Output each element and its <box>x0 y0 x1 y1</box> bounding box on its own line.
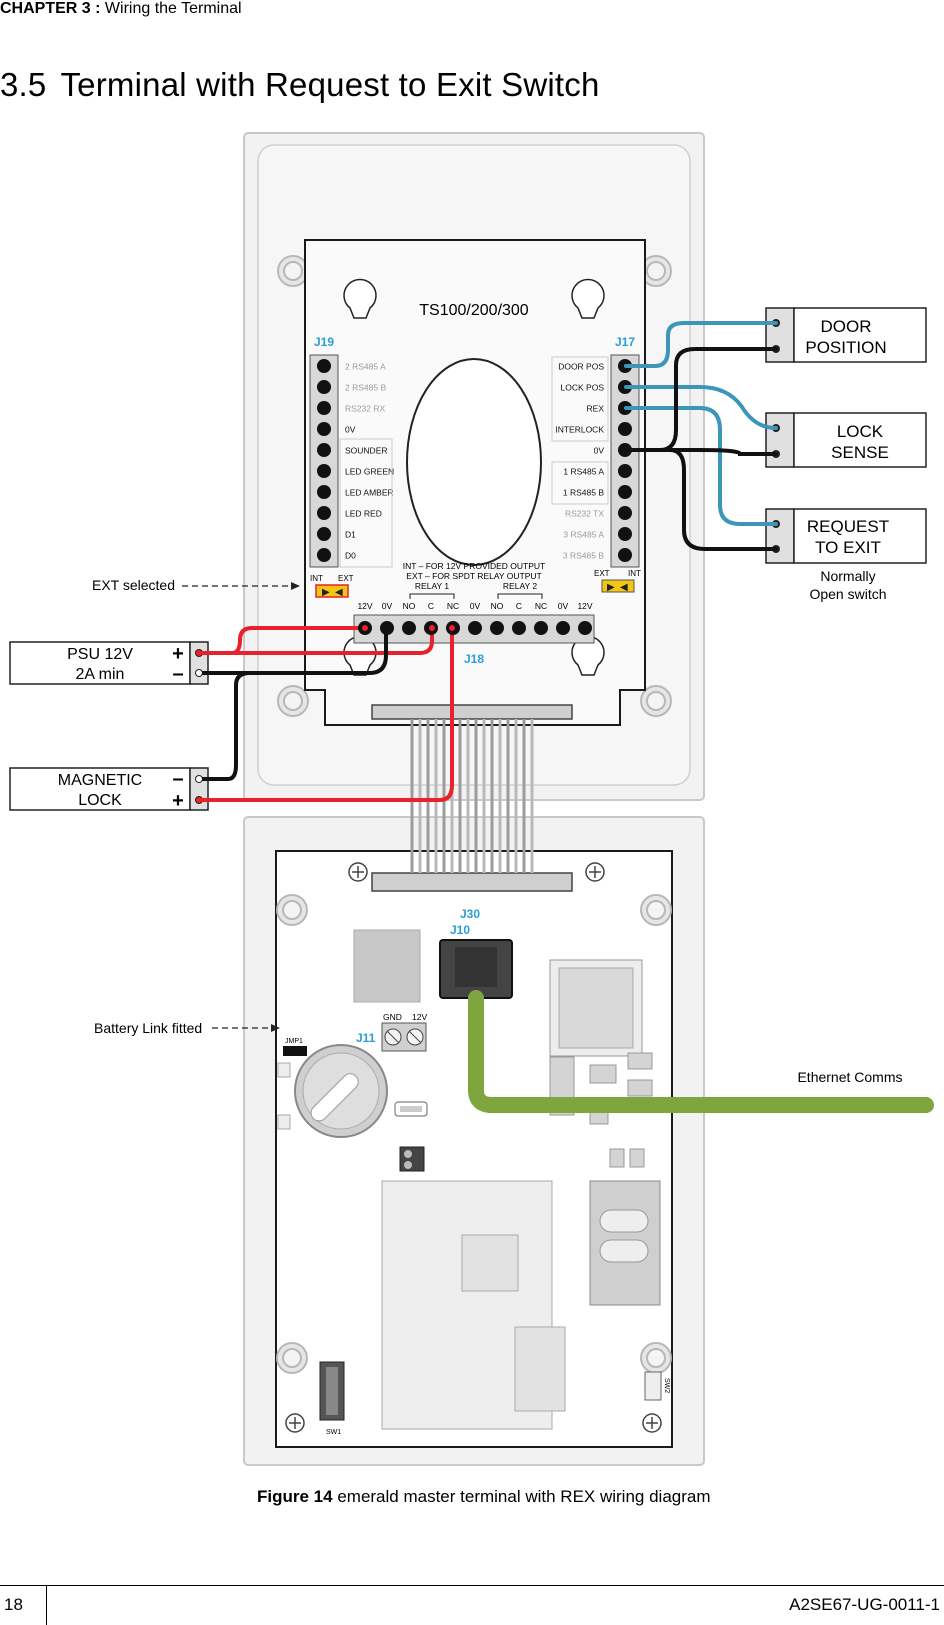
j19-pin-label: LED AMBER <box>345 487 394 498</box>
psu-label-2: 2A min <box>75 666 125 683</box>
j19-pin-label: 2 RS485 A <box>345 361 386 372</box>
j19-pin-label: D0 <box>345 550 356 561</box>
door-position-label-1: DOOR <box>820 317 872 336</box>
battery-link-jumper <box>283 1046 307 1056</box>
section-title: Terminal with Request to Exit Switch <box>60 66 600 103</box>
section-number: 3.5 <box>0 66 47 103</box>
svg-text:▶: ▶ <box>322 587 330 598</box>
j19-pin-label: 0V <box>345 424 356 435</box>
normally-open-label-2: Open switch <box>809 586 887 602</box>
j11-12v-label: 12V <box>412 1012 428 1022</box>
psu-plus: + <box>172 643 184 665</box>
j17-pin-label: RS232 TX <box>564 508 604 519</box>
figure-number: Figure 14 <box>257 1487 333 1506</box>
j17-pin <box>618 527 632 541</box>
j18-pin-label: 0V <box>469 601 481 611</box>
footer-rule <box>0 1585 944 1586</box>
j19-pin-label: 2 RS485 B <box>345 382 387 393</box>
j18-pin-label: 0V <box>557 601 569 611</box>
chapter-title: Wiring the Terminal <box>104 0 242 17</box>
j17-pin-label: 1 RS485 B <box>562 487 604 498</box>
battery-link-label: Battery Link fitted <box>94 1020 203 1036</box>
chapter-prefix: CHAPTER 3 : <box>0 0 101 17</box>
j19-pin <box>317 485 331 499</box>
j18-pin-label: NC <box>534 601 548 611</box>
svg-text:◀: ◀ <box>335 587 343 598</box>
relay-note-2: EXT – FOR SPDT RELAY OUTPUT <box>406 571 542 581</box>
j11-label: J11 <box>356 1031 376 1045</box>
normally-open-label-1: Normally <box>820 568 876 584</box>
j17-pin <box>618 548 632 562</box>
j17-pin-label: LOCK POS <box>560 382 604 393</box>
psu-label-1: PSU 12V <box>67 646 133 663</box>
j17-pin <box>618 506 632 520</box>
mag-lock-plus: + <box>172 790 184 812</box>
j19-pin-label: RS232 RX <box>345 403 386 414</box>
j18-pin-label: NO <box>402 601 416 611</box>
j19-pin <box>317 527 331 541</box>
j19-pin <box>317 548 331 562</box>
door-position-device <box>766 308 926 362</box>
j19-pin-label: LED GREEN <box>345 466 395 477</box>
jumper-left <box>316 585 348 597</box>
relay2-label: RELAY 2 <box>502 581 538 591</box>
psu-device <box>10 642 208 685</box>
svg-text:▶: ▶ <box>607 582 615 593</box>
j17-pin <box>618 464 632 478</box>
j18-pin-label: C <box>515 601 523 611</box>
relay1-label: RELAY 1 <box>414 581 450 591</box>
figure-caption <box>257 1487 711 1507</box>
model-label: TS100/200/300 <box>419 302 529 319</box>
mag-lock-minus: – <box>172 768 184 790</box>
sw1-label: SW1 <box>326 1429 342 1436</box>
figure-caption-text: emerald master terminal with REX wiring diagram <box>337 1487 711 1506</box>
j17-pin-label: INTERLOCK <box>555 424 604 435</box>
j17-pin <box>618 485 632 499</box>
j17-label: J17 <box>615 335 636 349</box>
rex-label-1: REQUEST <box>806 517 890 536</box>
j10-label: J10 <box>449 923 471 937</box>
j18-pin <box>402 621 416 635</box>
jumper-left-ext: EXT <box>338 574 354 583</box>
ethernet-label: Ethernet Comms <box>797 1069 903 1085</box>
j19-pin <box>317 422 331 436</box>
psu-minus: – <box>172 663 184 685</box>
j17-pin-label: 0V <box>593 445 604 456</box>
j19-pin-label: SOUNDER <box>345 445 388 456</box>
lock-sense-label-1: LOCK <box>836 422 884 441</box>
sw2-label: SW2 <box>663 1378 670 1394</box>
j17-pin-label: REX <box>586 403 604 414</box>
j18-pin <box>534 621 548 635</box>
j19-pin <box>317 359 331 373</box>
j18-pin <box>380 621 394 635</box>
top-enclosure <box>244 133 704 800</box>
door-position-label-2: POSITION <box>805 338 887 357</box>
j19-pin-label: LED RED <box>345 508 382 519</box>
bottom-enclosure <box>244 817 704 1465</box>
section-heading <box>0 66 600 104</box>
j18-pin-label: 12V <box>577 601 593 611</box>
j19-pin <box>317 380 331 394</box>
jumper-right-int: INT <box>628 569 641 578</box>
j19-pin-label: D1 <box>345 529 356 540</box>
j18-pin-label: 12V <box>357 601 373 611</box>
j19-pin <box>317 506 331 520</box>
rex-label-2: TO EXIT <box>815 538 881 557</box>
j17-pin-label: DOOR POS <box>558 361 604 372</box>
j18-pin <box>512 621 526 635</box>
jumper-left-int: INT <box>310 574 323 583</box>
lock-sense-label-2: SENSE <box>831 443 889 462</box>
jmp1-label: JMP1 <box>285 1038 303 1045</box>
magnetic-lock-device <box>10 768 208 812</box>
j17-pin-label: 1 RS485 A <box>563 466 604 477</box>
jumper-right-ext: EXT <box>594 569 610 578</box>
wiring-diagram <box>0 125 944 1485</box>
j18-pin-label: 0V <box>381 601 393 611</box>
j18-pin-label: NO <box>490 601 504 611</box>
j19-pin <box>317 443 331 457</box>
svg-text:◀: ◀ <box>620 582 628 593</box>
j18-pin <box>578 621 592 635</box>
ext-selected-label: EXT selected <box>92 577 176 593</box>
j11-gnd-label: GND <box>383 1012 402 1022</box>
j17-pin-label: 3 RS485 B <box>562 550 604 561</box>
j18-pin-label: C <box>427 601 435 611</box>
j17-pin <box>618 422 632 436</box>
j18-pin <box>556 621 570 635</box>
page-number: 18 <box>4 1595 23 1614</box>
j18-label: J18 <box>463 652 485 666</box>
j18-pin-label: NC <box>446 601 460 611</box>
j19-label: J19 <box>314 335 335 349</box>
relay-note-1: INT – FOR 12V PROVIDED OUTPUT <box>402 561 546 571</box>
j30-label: J30 <box>459 907 481 921</box>
j19-pin <box>317 464 331 478</box>
j17-pin-label: 3 RS485 A <box>563 529 604 540</box>
j18-pin <box>490 621 504 635</box>
footer-divider <box>46 1585 47 1625</box>
request-to-exit-device <box>766 509 926 602</box>
document-id: A2SE67-UG-0011-1 <box>789 1595 940 1614</box>
mag-lock-label-1: MAGNETIC <box>57 772 143 789</box>
mag-lock-label-2: LOCK <box>78 792 122 809</box>
chapter-header <box>0 0 242 18</box>
j19-pin <box>317 401 331 415</box>
lock-sense-device <box>766 413 926 467</box>
j18-pin <box>468 621 482 635</box>
